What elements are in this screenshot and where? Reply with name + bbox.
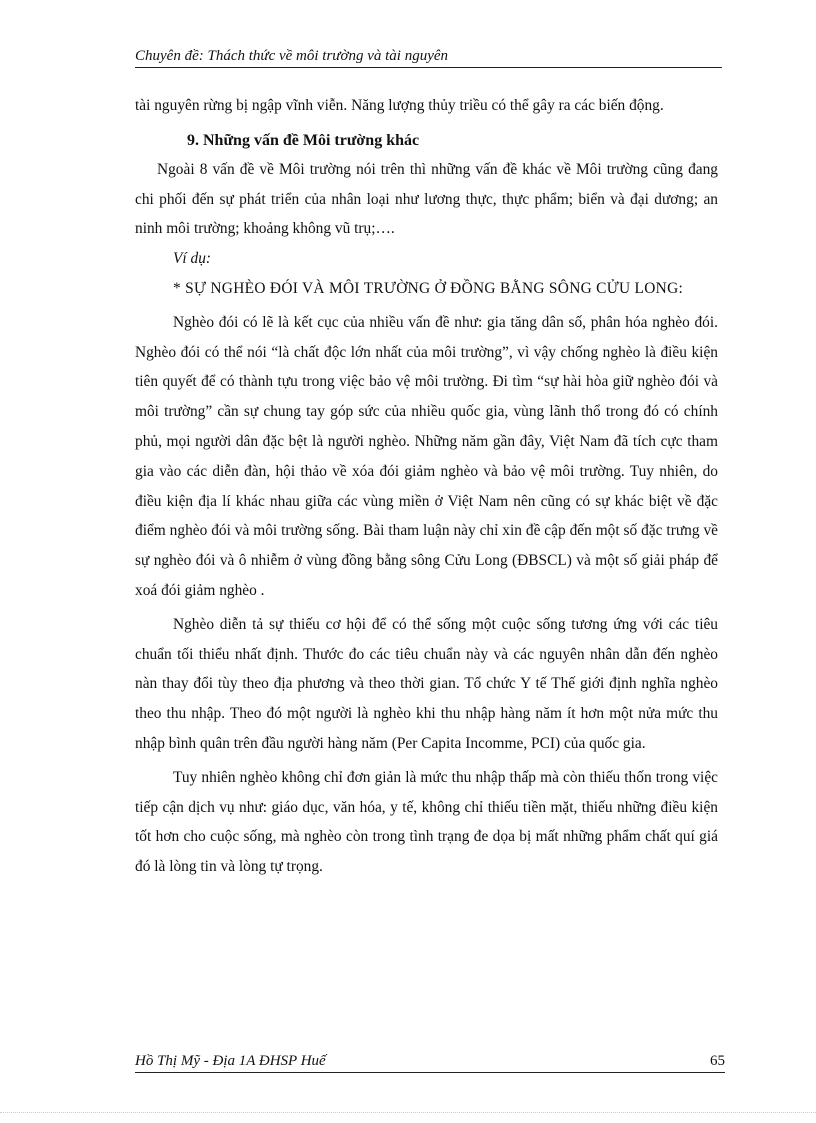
bottom-divider (0, 1112, 816, 1114)
section-heading: 9. Những vấn đề Môi trường khác (187, 131, 420, 149)
page-header (135, 48, 722, 68)
header-title: Chuyên đề: Thách thức về môi trường và tài nguyên (135, 48, 449, 64)
example-label: Ví dụ: (173, 250, 212, 268)
page-footer (135, 1053, 725, 1073)
continuation-paragraph: tài nguyên rừng bị ngập vĩnh viễn. Năng lượng thủy triều có thể gây ra các biến động. (135, 97, 664, 114)
body-paragraph: Tuy nhiên nghèo không chỉ đơn giản là mức thu nhập thấp mà còn thiếu thốn trong việc tiếp cận dịch vụ như: giáo dục, văn hóa, y tế, không chỉ thiếu tiền mặt, thiếu những điều kiện tốt hơn cho cuộc sống, mà nghèo còn trong tình trạng đe dọa bị mất những phẩm chất quí giá đó là lòng tin và lòng tự trọng. (135, 768, 718, 876)
footer-author: Hồ Thị Mỹ - Địa 1A ĐHSP Huế (135, 1053, 326, 1069)
body-paragraph: Nghèo đói có lẽ là kết cục của nhiều vấn đề như: gia tăng dân số, phân hóa nghèo đói. Nghèo đói có thể nói “là chất độc lớn nhất của môi trường”, vì vậy chống nghèo là điều kiện tiên quyết để có thành tựu trong việc bảo vệ môi trường. Đi tìm “sự hài hòa giữ nghèo đói và môi trường” cần sự chung tay góp sức của nhiều quốc gia, vùng lãnh thổ trong đó có chính phủ, mọi người dân đặc bệt là người nghèo. Những năm gần đây, Việt Nam đã tích cực tham gia vào các diễn đàn, hội thảo về xóa đói giảm nghèo và bảo vệ môi trường. Tuy nhiên, do điều kiện địa lí khác nhau giữa các vùng miền ở Việt Nam nên cũng có sự khác biệt về đặc điểm nghèo đói và môi trường sống. Bài tham luận này chỉ xin đề cập đến một số đặc trưng về sự nghèo đói và ô nhiễm ở vùng đồng bằng sông Cửu Long (ĐBSCL) và một số giải pháp để xoá đói giảm nghèo . (135, 313, 718, 599)
intro-paragraph: Ngoài 8 vấn đề về Môi trường nói trên thì những vấn đề khác về Môi trường cũng đang chi phối đến sự phát triển của nhân loại như lương thực, thực phẩm; biển và đại dương; an ninh môi trường; khoảng không vũ trụ;…. (135, 160, 718, 238)
page-body (135, 91, 718, 882)
subheading: * SỰ NGHÈO ĐÓI VÀ MÔI TRƯỜNG Ở ĐỒNG BẰNG SÔNG CỬU LONG: (173, 279, 684, 297)
body-paragraph: Nghèo diễn tả sự thiếu cơ hội để có thể sống một cuộc sống tương ứng với các tiêu chuẩn tối thiểu nhất định. Thước đo các tiêu chuẩn này và các nguyên nhân dẫn đến nghèo nàn thay đổi tùy theo địa phương và theo thời gian. Tổ chức Y tế Thế giới định nghĩa nghèo theo thu nhập. Theo đó một người là nghèo khi thu nhập hàng năm ít hơn một nửa mức thu nhập bình quân trên đầu người hàng năm (Per Capita Incomme, PCI) của quốc gia. (135, 615, 718, 752)
page-number: 65 (710, 1053, 725, 1069)
